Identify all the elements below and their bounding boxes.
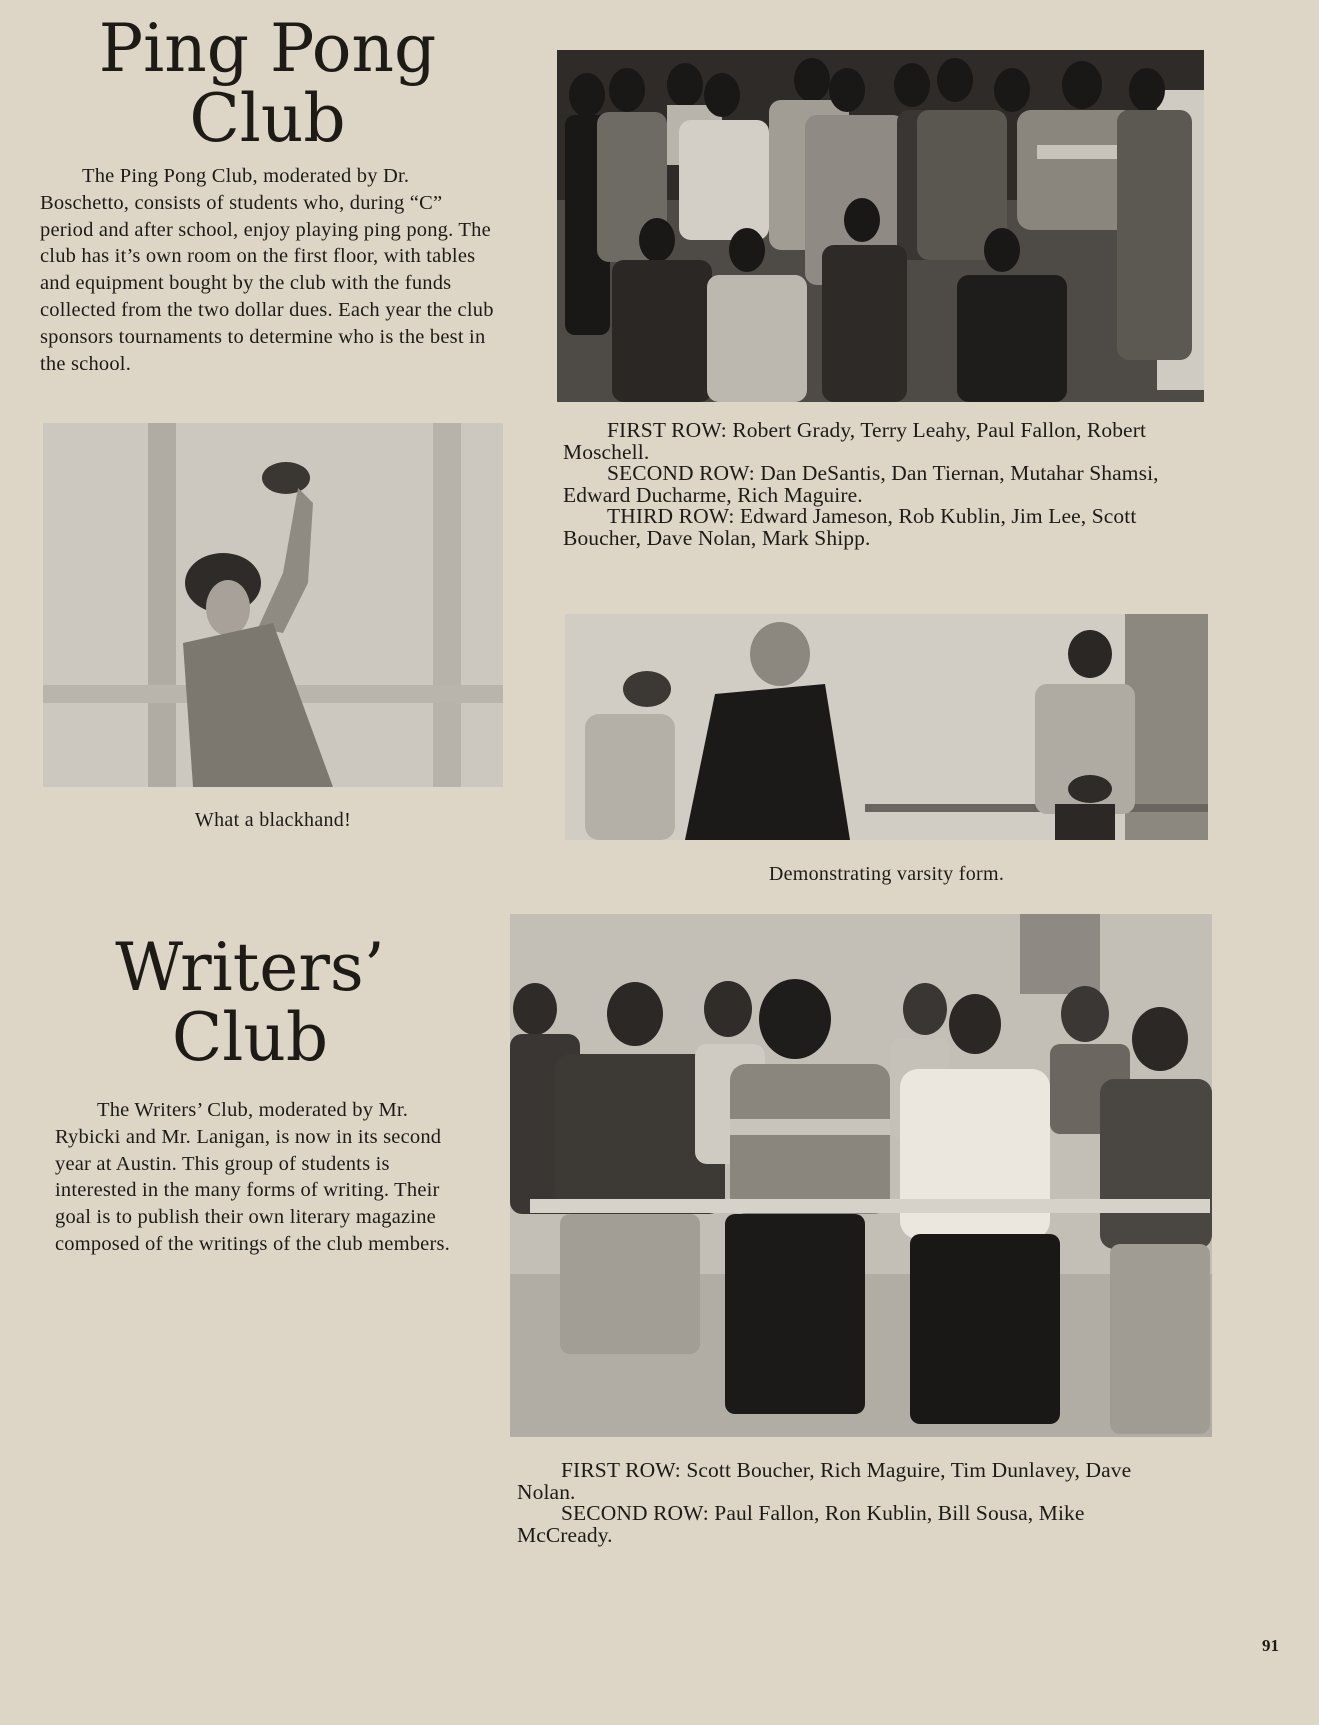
writers-group-photo-image	[510, 914, 1212, 1437]
writers-roster-second-row: SECOND ROW: Paul Fallon, Ron Kublin, Bill Sousa, Mike McCready.	[517, 1501, 1085, 1547]
blackhand-caption: What a blackhand!	[194, 809, 352, 831]
ping-pong-title	[60, 10, 475, 157]
writers-group-photo	[510, 914, 1212, 1437]
blackhand-photo	[43, 423, 503, 787]
varsity-form-photo-image	[565, 614, 1208, 840]
ping-pong-description: The Ping Pong Club, moderated by Dr. Boschetto, consists of students who, during “C” period and after school, enjoy playing ping pong. The club has it’s own room on the first floor, with tables and equipment bought by the club with the funds collected from the two dollar dues. Each year the club sponsors tournaments to determine who is the best in the school.	[40, 165, 494, 375]
ping-pong-roster-third-row: THIRD ROW: Edward Jameson, Rob Kublin, Jim Lee, Scott Boucher, Dave Nolan, Mark Shipp.	[563, 504, 1137, 550]
varsity-form-caption: Demonstrating varsity form.	[768, 863, 1005, 885]
varsity-form-photo	[565, 614, 1208, 840]
writers-title-line2: Club	[171, 999, 329, 1076]
writers-roster	[517, 1460, 1177, 1546]
writers-roster-first-row: FIRST ROW: Scott Boucher, Rich Maguire, Tim Dunlavey, Dave Nolan.	[517, 1458, 1132, 1504]
group-photo-image	[557, 50, 1204, 402]
writers-description: The Writers’ Club, moderated by Mr. Rybicki and Mr. Lanigan, is now in its second year at Austin. This group of students is interested in the many forms of writing. Their goal is to publish their own literary magazine composed of the writings of the club members.	[55, 1099, 450, 1255]
writers-title	[40, 929, 460, 1076]
ping-pong-roster-second-row: SECOND ROW: Dan DeSantis, Dan Tiernan, Mutahar Shamsi, Edward Ducharme, Rich Maguire.	[563, 461, 1159, 507]
ping-pong-title-line2: Club	[189, 80, 346, 157]
ping-pong-roster	[563, 420, 1183, 549]
ping-pong-group-photo	[557, 50, 1204, 402]
page-number: 91	[1262, 1636, 1279, 1655]
writers-title-line1: Writers’	[115, 929, 385, 1006]
ping-pong-title-line1: Ping Pong	[98, 10, 437, 87]
ping-pong-roster-first-row: FIRST ROW: Robert Grady, Terry Leahy, Paul Fallon, Robert Moschell.	[563, 418, 1147, 464]
blackhand-photo-image	[43, 423, 503, 787]
